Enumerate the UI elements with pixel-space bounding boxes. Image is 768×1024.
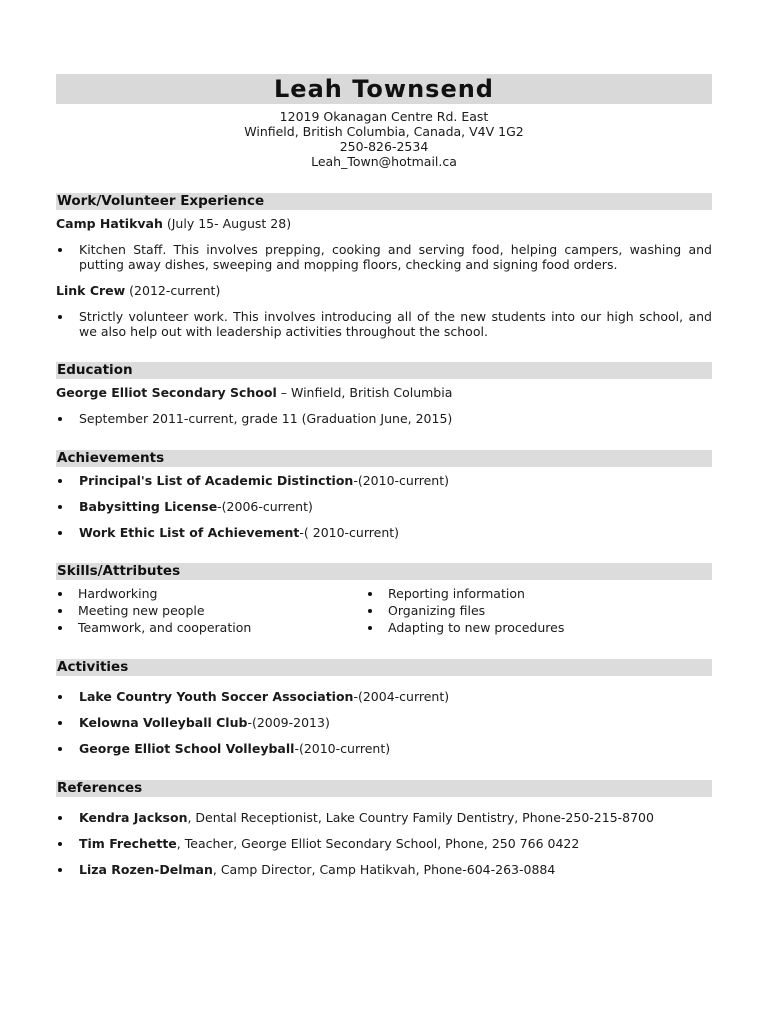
contact-block [56, 109, 712, 169]
school-name: George Elliot Secondary School [56, 385, 277, 400]
reference-detail: , Dental Receptionist, Lake Country Family Dentistry, Phone-250-215-8700 [187, 810, 654, 825]
activity-dates: -(2009-2013) [247, 715, 330, 730]
education-list [56, 411, 712, 426]
job-title: Link Crew [56, 283, 126, 298]
section-heading-activities: Activities [56, 659, 712, 676]
activity-dates: -(2010-current) [294, 741, 391, 756]
section-heading-achievements: Achievements [56, 450, 712, 467]
list-item [56, 810, 712, 825]
section-heading-education: Education [56, 362, 712, 379]
list-item: September 2011-current, grade 11 (Graduation June, 2015) [56, 411, 712, 426]
school-line [56, 385, 712, 400]
job-dates: (July 15- August 28) [162, 216, 292, 231]
list-item [56, 525, 712, 540]
achievement-dates: -(2010-current) [353, 473, 450, 488]
achievement-name: Principal's List of Academic Distinction [79, 473, 354, 488]
email-address: Leah_Town@hotmail.ca [311, 154, 457, 169]
activity-name: Kelowna Volleyball Club [79, 715, 248, 730]
job-dates: (2012-current) [125, 283, 221, 298]
job-description-list [56, 242, 712, 272]
job-description-list [56, 309, 712, 339]
skills-columns [56, 585, 712, 636]
achievement-name: Work Ethic List of Achievement [79, 525, 300, 540]
list-item [56, 473, 712, 488]
reference-detail: , Camp Director, Camp Hatikvah, Phone-604-263-0884 [212, 862, 556, 877]
phone-number: 250-826-2534 [339, 139, 429, 154]
list-item [56, 862, 712, 877]
skills-column-right [366, 585, 564, 636]
list-item [56, 715, 712, 730]
skills-column-left [56, 585, 366, 636]
school-location: – Winfield, British Columbia [276, 385, 453, 400]
list-item: Kitchen Staff. This involves prepping, cooking and serving food, helping campers, washing and putting away dishes, sweeping and mopping floors, checking and signing food orders. [56, 242, 712, 272]
references-list [56, 810, 712, 877]
reference-name: Tim Frechette [79, 836, 177, 851]
list-item [56, 499, 712, 514]
job-title-line [56, 283, 712, 298]
address-line-1: 12019 Okanagan Centre Rd. East [279, 109, 489, 124]
section-heading-experience: Work/Volunteer Experience [56, 193, 712, 210]
achievement-dates: -(2006-current) [217, 499, 313, 514]
reference-name: Liza Rozen-Delman [79, 862, 213, 877]
achievements-list [56, 473, 712, 540]
list-item: Adapting to new procedures [366, 619, 564, 636]
list-item [56, 741, 712, 756]
list-item: Strictly volunteer work. This involves introducing all of the new students into our high school, and we also help out with leadership activities throughout the school. [56, 309, 712, 339]
job-title: Camp Hatikvah [56, 216, 163, 231]
section-heading-skills: Skills/Attributes [56, 563, 712, 580]
list-item [56, 836, 712, 851]
job-title-line [56, 216, 712, 231]
achievement-dates: -( 2010-current) [299, 525, 400, 540]
list-item: Hardworking [56, 585, 366, 602]
resume-name: Leah Townsend [56, 74, 712, 104]
resume-page [56, 74, 712, 877]
activity-dates: -(2004-current) [353, 689, 450, 704]
activities-list [56, 689, 712, 756]
list-item: Meeting new people [56, 602, 366, 619]
reference-name: Kendra Jackson [79, 810, 188, 825]
activity-name: Lake Country Youth Soccer Association [79, 689, 354, 704]
address-line-2: Winfield, British Columbia, Canada, V4V 1G2 [244, 124, 524, 139]
achievement-name: Babysitting License [79, 499, 218, 514]
list-item: Organizing files [366, 602, 564, 619]
list-item: Teamwork, and cooperation [56, 619, 366, 636]
activity-name: George Elliot School Volleyball [79, 741, 295, 756]
section-heading-references: References [56, 780, 712, 797]
reference-detail: , Teacher, George Elliot Secondary School, Phone, 250 766 0422 [176, 836, 580, 851]
list-item [56, 689, 712, 704]
list-item: Reporting information [366, 585, 564, 602]
